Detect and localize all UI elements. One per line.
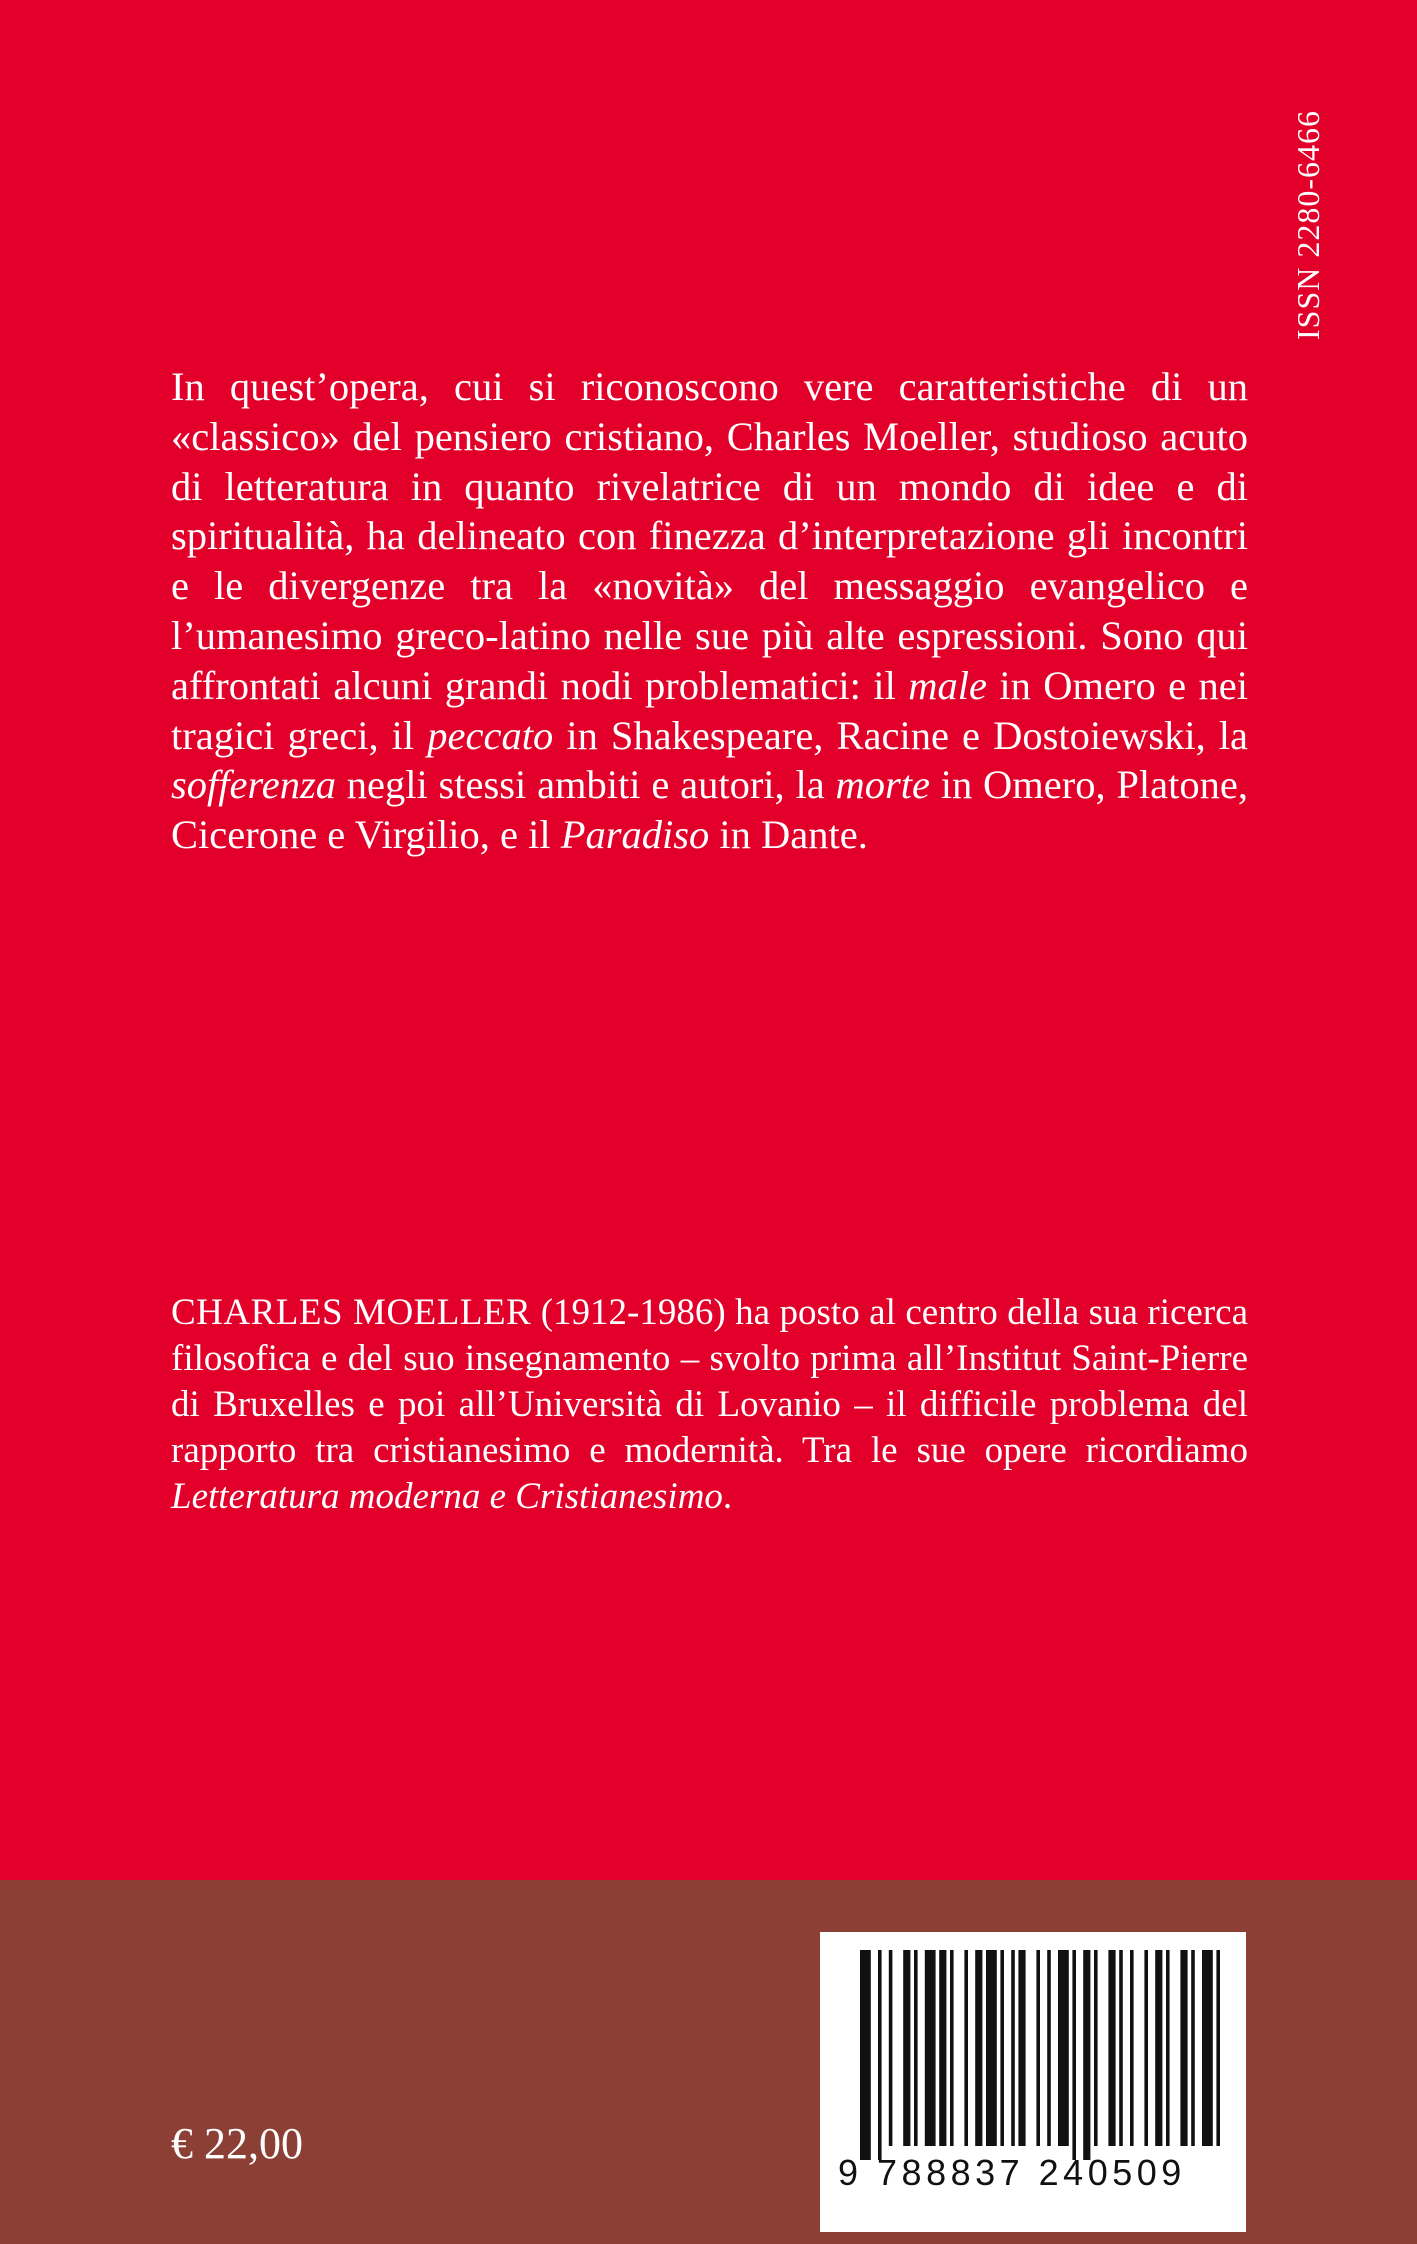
blurb-term-male: male [908, 662, 987, 708]
blurb-term-morte: morte [835, 762, 930, 808]
barcode-bar [925, 1950, 936, 2146]
barcode-bar [986, 1950, 997, 2146]
issn-label: ISSN 2280-6466 [1290, 110, 1326, 341]
blurb-text: in Dante. [719, 812, 868, 858]
barcode-bar [1130, 1950, 1134, 2146]
barcode-bar [1094, 1950, 1098, 2146]
author-bio [171, 1290, 1248, 1520]
price-label: € 22,00 [171, 2119, 303, 2168]
barcode-bar [1166, 1950, 1170, 2146]
blurb-term-sofferenza: sofferenza [171, 762, 336, 808]
barcode-bar [1072, 1950, 1076, 2160]
author-work-title: Letteratura moderna e Cristianesimo [171, 1476, 723, 1517]
barcode-bar [1000, 1950, 1004, 2146]
barcode-bar [860, 1950, 871, 2160]
blurb-text: in Omero e nei tragici greci, il [171, 662, 1249, 758]
barcode-bar [903, 1950, 910, 2146]
barcode-bar [950, 1950, 954, 2146]
book-blurb [171, 362, 1248, 860]
blurb-term-paradiso: Paradiso [560, 812, 710, 858]
barcode-bar [1047, 1950, 1051, 2146]
blurb-term-peccato: peccato [427, 712, 554, 758]
barcode-bar [1083, 1950, 1090, 2160]
barcode-bar [1058, 1950, 1069, 2146]
barcode-bar [878, 1950, 882, 2160]
barcode-bar [1155, 1950, 1162, 2146]
barcode-bar [1119, 1950, 1123, 2146]
barcode-bar [1202, 1950, 1213, 2146]
author-name: CHARLES MOELLER [171, 1292, 532, 1333]
barcode-bar [889, 1950, 893, 2146]
barcode-bar [1180, 1950, 1187, 2146]
barcode [820, 1932, 1246, 2232]
barcode-bar [1144, 1950, 1148, 2146]
blurb-text: in Omero, Platone, Cicerone e Virgilio, e il [171, 762, 1249, 858]
barcode-bar [1108, 1950, 1115, 2146]
author-bio-text: (1912-1986) ha posto al centro della sua ricerca filosofica e del suo insegnamento – svolto prima all’Institut Saint-Pierre di Bruxelles e poi all’Università di Lovanio – il difficile problema del rapporto tra cristianesimo e modernità. Tra le sue opere ricordiamo [171, 1292, 1249, 1471]
barcode-bar [964, 1950, 968, 2146]
barcode-bar [1216, 1950, 1220, 2146]
barcode-bar [914, 1950, 918, 2146]
blurb-text: negli stessi ambiti e autori, la [346, 762, 825, 808]
blurb-text: In quest’opera, cui si riconoscono vere caratteristiche di un «classico» del pensiero cristiano, Charles Moeller, studioso acuto di letteratura in quanto rivelatrice di un mondo di idee e di spiritualità, ha delineato con finezza d’interpretazione gli incontri e le divergenze tra la «novità» del messaggio evangelico e l’umanesimo greco-latino nelle sue più alte espressioni. Sono qui affrontati alcuni grandi nodi problematici: il [171, 364, 1248, 708]
barcode-bar [1011, 1950, 1015, 2146]
barcode-bar [975, 1950, 982, 2146]
barcode-digits: 9 788837 240509 [838, 2152, 1186, 2193]
barcode-bar [1191, 1950, 1195, 2146]
author-bio-text: . [722, 1476, 733, 1517]
blurb-text: in Shakespeare, Racine e Dostoiewski, la [566, 712, 1249, 758]
barcode-bar [1018, 1950, 1025, 2146]
barcode-bar [1036, 1950, 1040, 2146]
barcode-bar [939, 1950, 946, 2146]
